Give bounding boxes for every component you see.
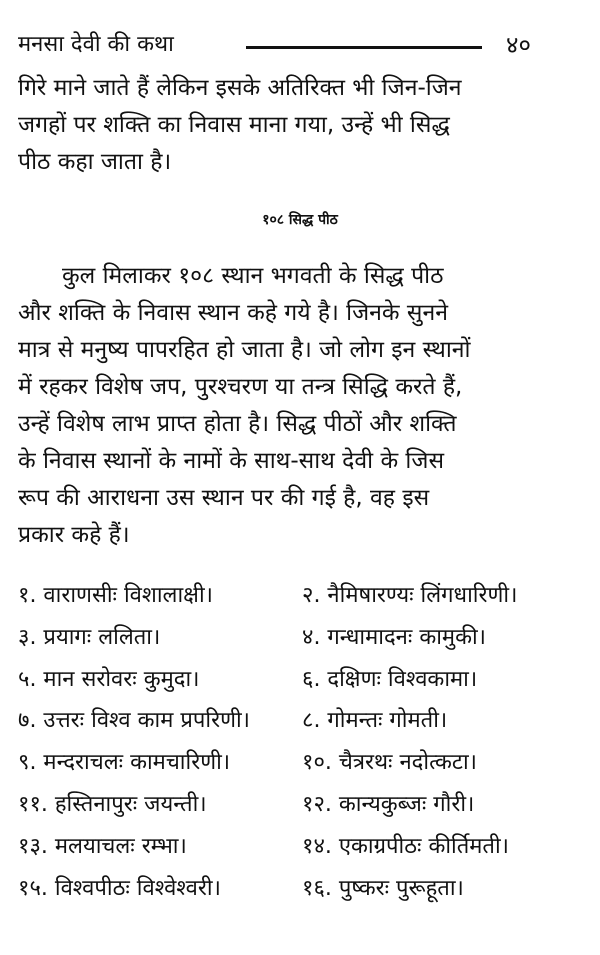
continuation-paragraph bbox=[18, 70, 584, 181]
text-line: रूप की आराधना उस स्थान पर की गई है, वह इस bbox=[18, 485, 430, 511]
list-row bbox=[18, 745, 584, 787]
text-line: और शक्ति के निवास स्थान कहे गये है। जिनके सुनने bbox=[18, 300, 448, 326]
text-line: के निवास स्थानों के नामों के साथ-साथ देवी के जिस bbox=[18, 448, 444, 474]
list-item: ९. मन्दराचलः कामचारिणी। bbox=[18, 750, 231, 776]
header-rule bbox=[246, 46, 482, 49]
section-heading: १०८ सिद्ध पीठ bbox=[262, 212, 338, 228]
list-item: १. वाराणसीः विशालाक्षी। bbox=[18, 583, 213, 608]
list-item: ७. उत्तरः विश्व काम प्रपरिणी। bbox=[18, 708, 251, 734]
text-line: में रहकर विशेष जप, पुरश्चरण या तन्त्र सिद्धि करते हैं, bbox=[18, 374, 463, 400]
list-item: ११. हस्तिनापुरः जयन्ती। bbox=[18, 791, 207, 817]
list-item: १३. मलयाचलः रम्भा। bbox=[18, 833, 187, 859]
text-line: कुल मिलाकर १०८ स्थान भगवती के सिद्ध पीठ bbox=[62, 263, 444, 289]
list-item: २. नैमिषारण्यः लिंगधारिणी। bbox=[302, 583, 518, 608]
page-number: ४० bbox=[506, 31, 531, 59]
siddha-peeth-list bbox=[18, 578, 584, 912]
list-row bbox=[18, 871, 584, 913]
page-header bbox=[18, 30, 583, 66]
list-item: १६. पुष्करः पुरूहूता। bbox=[302, 875, 464, 901]
text-line: पीठ कहा जाता है। bbox=[18, 149, 172, 175]
list-row bbox=[18, 662, 584, 704]
list-row bbox=[18, 787, 584, 829]
list-item: ४. गन्धामादनः कामुकी। bbox=[302, 624, 487, 650]
list-item: १२. कान्यकुब्जः गौरी। bbox=[302, 791, 475, 817]
list-item: १४. एकाग्रपीठः कीर्तिमती। bbox=[302, 833, 510, 859]
list-row bbox=[18, 703, 584, 745]
list-item: ५. मान सरोवरः कुमुदा। bbox=[18, 666, 200, 692]
intro-paragraph bbox=[18, 258, 584, 554]
text-line: प्रकार कहे हैं। bbox=[18, 522, 130, 548]
text-line: जगहों पर शक्ति का निवास माना गया, उन्हें भी सिद्ध bbox=[18, 112, 450, 138]
list-row bbox=[18, 829, 584, 871]
list-row bbox=[18, 578, 584, 620]
text-line: गिरे माने जाते हैं लेकिन इसके अतिरिक्त भी जिन-जिन bbox=[18, 75, 462, 101]
list-item: १०. चैत्ररथः नदोत्कटा। bbox=[302, 750, 478, 776]
list-row bbox=[18, 620, 584, 662]
list-item: ३. प्रयागः ललिता। bbox=[18, 624, 161, 650]
list-item: ६. दक्षिणः विश्वकामा। bbox=[302, 666, 478, 692]
running-title: मनसा देवी की कथा bbox=[18, 32, 174, 57]
text-line: उन्हें विशेष लाभ प्राप्त होता है। सिद्ध पीठों और शक्ति bbox=[18, 411, 457, 437]
list-item: ८. गोमन्तः गोमती। bbox=[302, 708, 448, 734]
text-line: मात्र से मनुष्य पापरहित हो जाता है। जो लोग इन स्थानों bbox=[18, 337, 471, 363]
list-item: १५. विश्वपीठः विश्वेश्वरी। bbox=[18, 875, 221, 901]
